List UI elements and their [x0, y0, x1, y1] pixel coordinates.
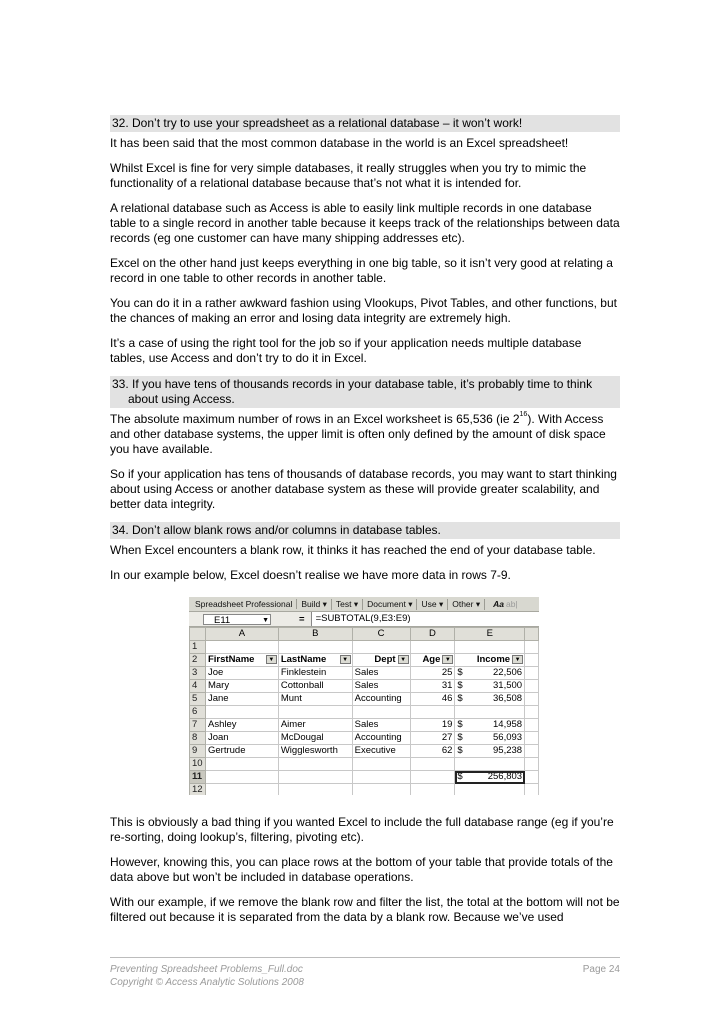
cell: 27 [410, 732, 455, 745]
field-header: LastName ▼ [278, 654, 352, 667]
name-box-value: E11 [214, 614, 231, 626]
paragraph: This is obviously a bad thing if you wanted Excel to include the full database range (eg if you’re re-sorting, doing lookup’s, filtering, pivoting etc). [110, 815, 614, 844]
row-number: 11 [190, 771, 206, 784]
heading-line: 33. If you have tens of thousands records in your database table, it’s probably time to think [112, 377, 593, 391]
paragraph: However, knowing this, you can place rows at the bottom of your table that provide totals of the data above but won’t be included in database operations. [110, 855, 613, 884]
toolbar-item: Document ▾ [363, 599, 417, 610]
cell: $ 31,500 [455, 680, 525, 693]
table-row [190, 654, 539, 667]
paragraph: Whilst Excel is fine for very simple databases, it really struggles when you try to mimic the functionality of a relational database because that’s not what it is intended for. [110, 161, 587, 190]
cell: Gertrude [205, 745, 278, 758]
spreadsheet-toolbar [189, 597, 539, 612]
column-header: C [352, 628, 410, 641]
cell: Munt [278, 693, 352, 706]
row-number: 1 [190, 641, 206, 654]
cell: Joe [205, 667, 278, 680]
column-header: E [455, 628, 525, 641]
cell: Jane [205, 693, 278, 706]
table-row [190, 693, 539, 706]
field-header: Age ▼ [410, 654, 455, 667]
cell: McDougal [278, 732, 352, 745]
equals-icon: = [299, 613, 305, 625]
table-row [190, 667, 539, 680]
toolbar-item: Use ▾ [417, 599, 448, 610]
paragraph [110, 412, 620, 457]
toolbar-item: Spreadsheet Professional [191, 599, 297, 609]
superscript: 16 [519, 411, 528, 418]
page-content [110, 115, 620, 935]
corner-cell [190, 628, 206, 641]
cell: $ 14,958 [455, 719, 525, 732]
font-style-icon: Aa [493, 599, 504, 609]
section-heading-32: 32. Don’t try to use your spreadsheet as a relational database – it won’t work! [110, 115, 620, 132]
autofilter-dropdown-icon: ▼ [398, 655, 409, 664]
cell: Sales [352, 667, 410, 680]
table-row [190, 680, 539, 693]
section-heading-34: 34. Don’t allow blank rows and/or columns in database tables. [110, 522, 620, 539]
table-row [190, 719, 539, 732]
cell: 62 [410, 745, 455, 758]
footer-filename: Preventing Spreadsheet Problems_Full.doc [110, 964, 303, 975]
paragraph: It’s a case of using the right tool for the job so if your application needs multiple database tables, use Access and don’t try to do it in Excel. [110, 336, 582, 365]
column-header: A [205, 628, 278, 641]
row-number: 6 [190, 706, 206, 719]
cell: 19 [410, 719, 455, 732]
cell: Executive [352, 745, 410, 758]
spreadsheet-grid [189, 627, 539, 795]
footer-copyright: Copyright © Access Analytic Solutions 2008 [110, 977, 304, 988]
table-row [190, 771, 539, 784]
row-number: 5 [190, 693, 206, 706]
table-row [190, 745, 539, 758]
row-number: 7 [190, 719, 206, 732]
row-number: 2 [190, 654, 206, 667]
row-number: 9 [190, 745, 206, 758]
cell: Ashley [205, 719, 278, 732]
paragraph: In our example below, Excel doesn’t realise we have more data in rows 7-9. [110, 568, 511, 582]
cell: Accounting [352, 693, 410, 706]
row-number: 4 [190, 680, 206, 693]
cell: 46 [410, 693, 455, 706]
paragraph: When Excel encounters a blank row, it thinks it has reached the end of your database table. [110, 543, 596, 557]
text-run: The absolute maximum number of rows in an Excel worksheet is 65,536 (ie 2 [110, 412, 520, 426]
cell: $ 36,508 [455, 693, 525, 706]
cell: Joan [205, 732, 278, 745]
paragraph: You can do it in a rather awkward fashion using Vlookups, Pivot Tables, and other functions, but the chances of making an error and losing data integrity are extremely high. [110, 296, 617, 325]
footer-divider [110, 957, 620, 958]
table-row [190, 706, 539, 719]
column-header-row [190, 628, 539, 641]
paragraph: So if your application has tens of thousands of database records, you may want to start thinking about using Access or another database system as these will provide greater scalability, and better data integrity. [110, 467, 617, 511]
formula-bar [189, 612, 539, 627]
autofilter-dropdown-icon: ▼ [442, 655, 453, 664]
total-cell: $ 256,803 [455, 771, 525, 784]
cell: 31 [410, 680, 455, 693]
row-number: 10 [190, 758, 206, 771]
table-row [190, 784, 539, 796]
cell: Sales [352, 719, 410, 732]
toolbar-item: Other ▾ [448, 599, 485, 610]
table-row [190, 641, 539, 654]
cell: Mary [205, 680, 278, 693]
autofilter-dropdown-icon: ▼ [266, 655, 277, 664]
section-heading-33 [110, 376, 620, 408]
table-row [190, 732, 539, 745]
heading-line: about using Access. [128, 392, 235, 406]
cell: Finklestein [278, 667, 352, 680]
column-header [525, 628, 539, 641]
autofilter-dropdown-icon: ▼ [340, 655, 351, 664]
column-header: B [278, 628, 352, 641]
field-header: FirstName ▼ [205, 654, 278, 667]
table-row [190, 758, 539, 771]
field-header: Income ▼ [455, 654, 525, 667]
column-header: D [410, 628, 455, 641]
text-run: ). With Access and other database systems, the upper limit is often only defined by the amount of disk space you have available. [110, 412, 606, 456]
row-number: 8 [190, 732, 206, 745]
paragraph: Excel on the other hand just keeps everything in one big table, so it isn’t very good at relating a record in one table to other records in another table. [110, 256, 613, 285]
toolbar-item: Build ▾ [297, 599, 332, 610]
text-box-icon: ab| [505, 599, 518, 609]
toolbar-item: Test ▾ [332, 599, 363, 610]
cell: $ 56,093 [455, 732, 525, 745]
cell: Aimer [278, 719, 352, 732]
formula-value: =SUBTOTAL(9,E3:E9) [311, 612, 539, 626]
field-header: Dept ▼ [352, 654, 410, 667]
row-number: 12 [190, 784, 206, 796]
cell: Cottonball [278, 680, 352, 693]
chevron-down-icon: ▼ [262, 616, 269, 624]
paragraph: It has been said that the most common database in the world is an Excel spreadsheet! [110, 136, 569, 150]
spreadsheet-screenshot [189, 597, 539, 795]
autofilter-dropdown-icon: ▼ [512, 655, 523, 664]
cell: 25 [410, 667, 455, 680]
name-box [203, 614, 271, 625]
cell: $ 22,506 [455, 667, 525, 680]
page-footer [110, 963, 620, 989]
cell: Wigglesworth [278, 745, 352, 758]
cell: $ 95,238 [455, 745, 525, 758]
paragraph: With our example, if we remove the blank row and filter the list, the total at the bottom will not be filtered out because it is separated from the data by a blank row. Because we’ve used [110, 895, 620, 924]
row-number: 3 [190, 667, 206, 680]
paragraph: A relational database such as Access is able to easily link multiple records in one database table to a single record in another table because it keeps track of the relationships between data records (eg one customer can have many shipping addresses etc). [110, 201, 620, 245]
cell: Sales [352, 680, 410, 693]
cell: Accounting [352, 732, 410, 745]
page-number: Page 24 [582, 964, 620, 975]
